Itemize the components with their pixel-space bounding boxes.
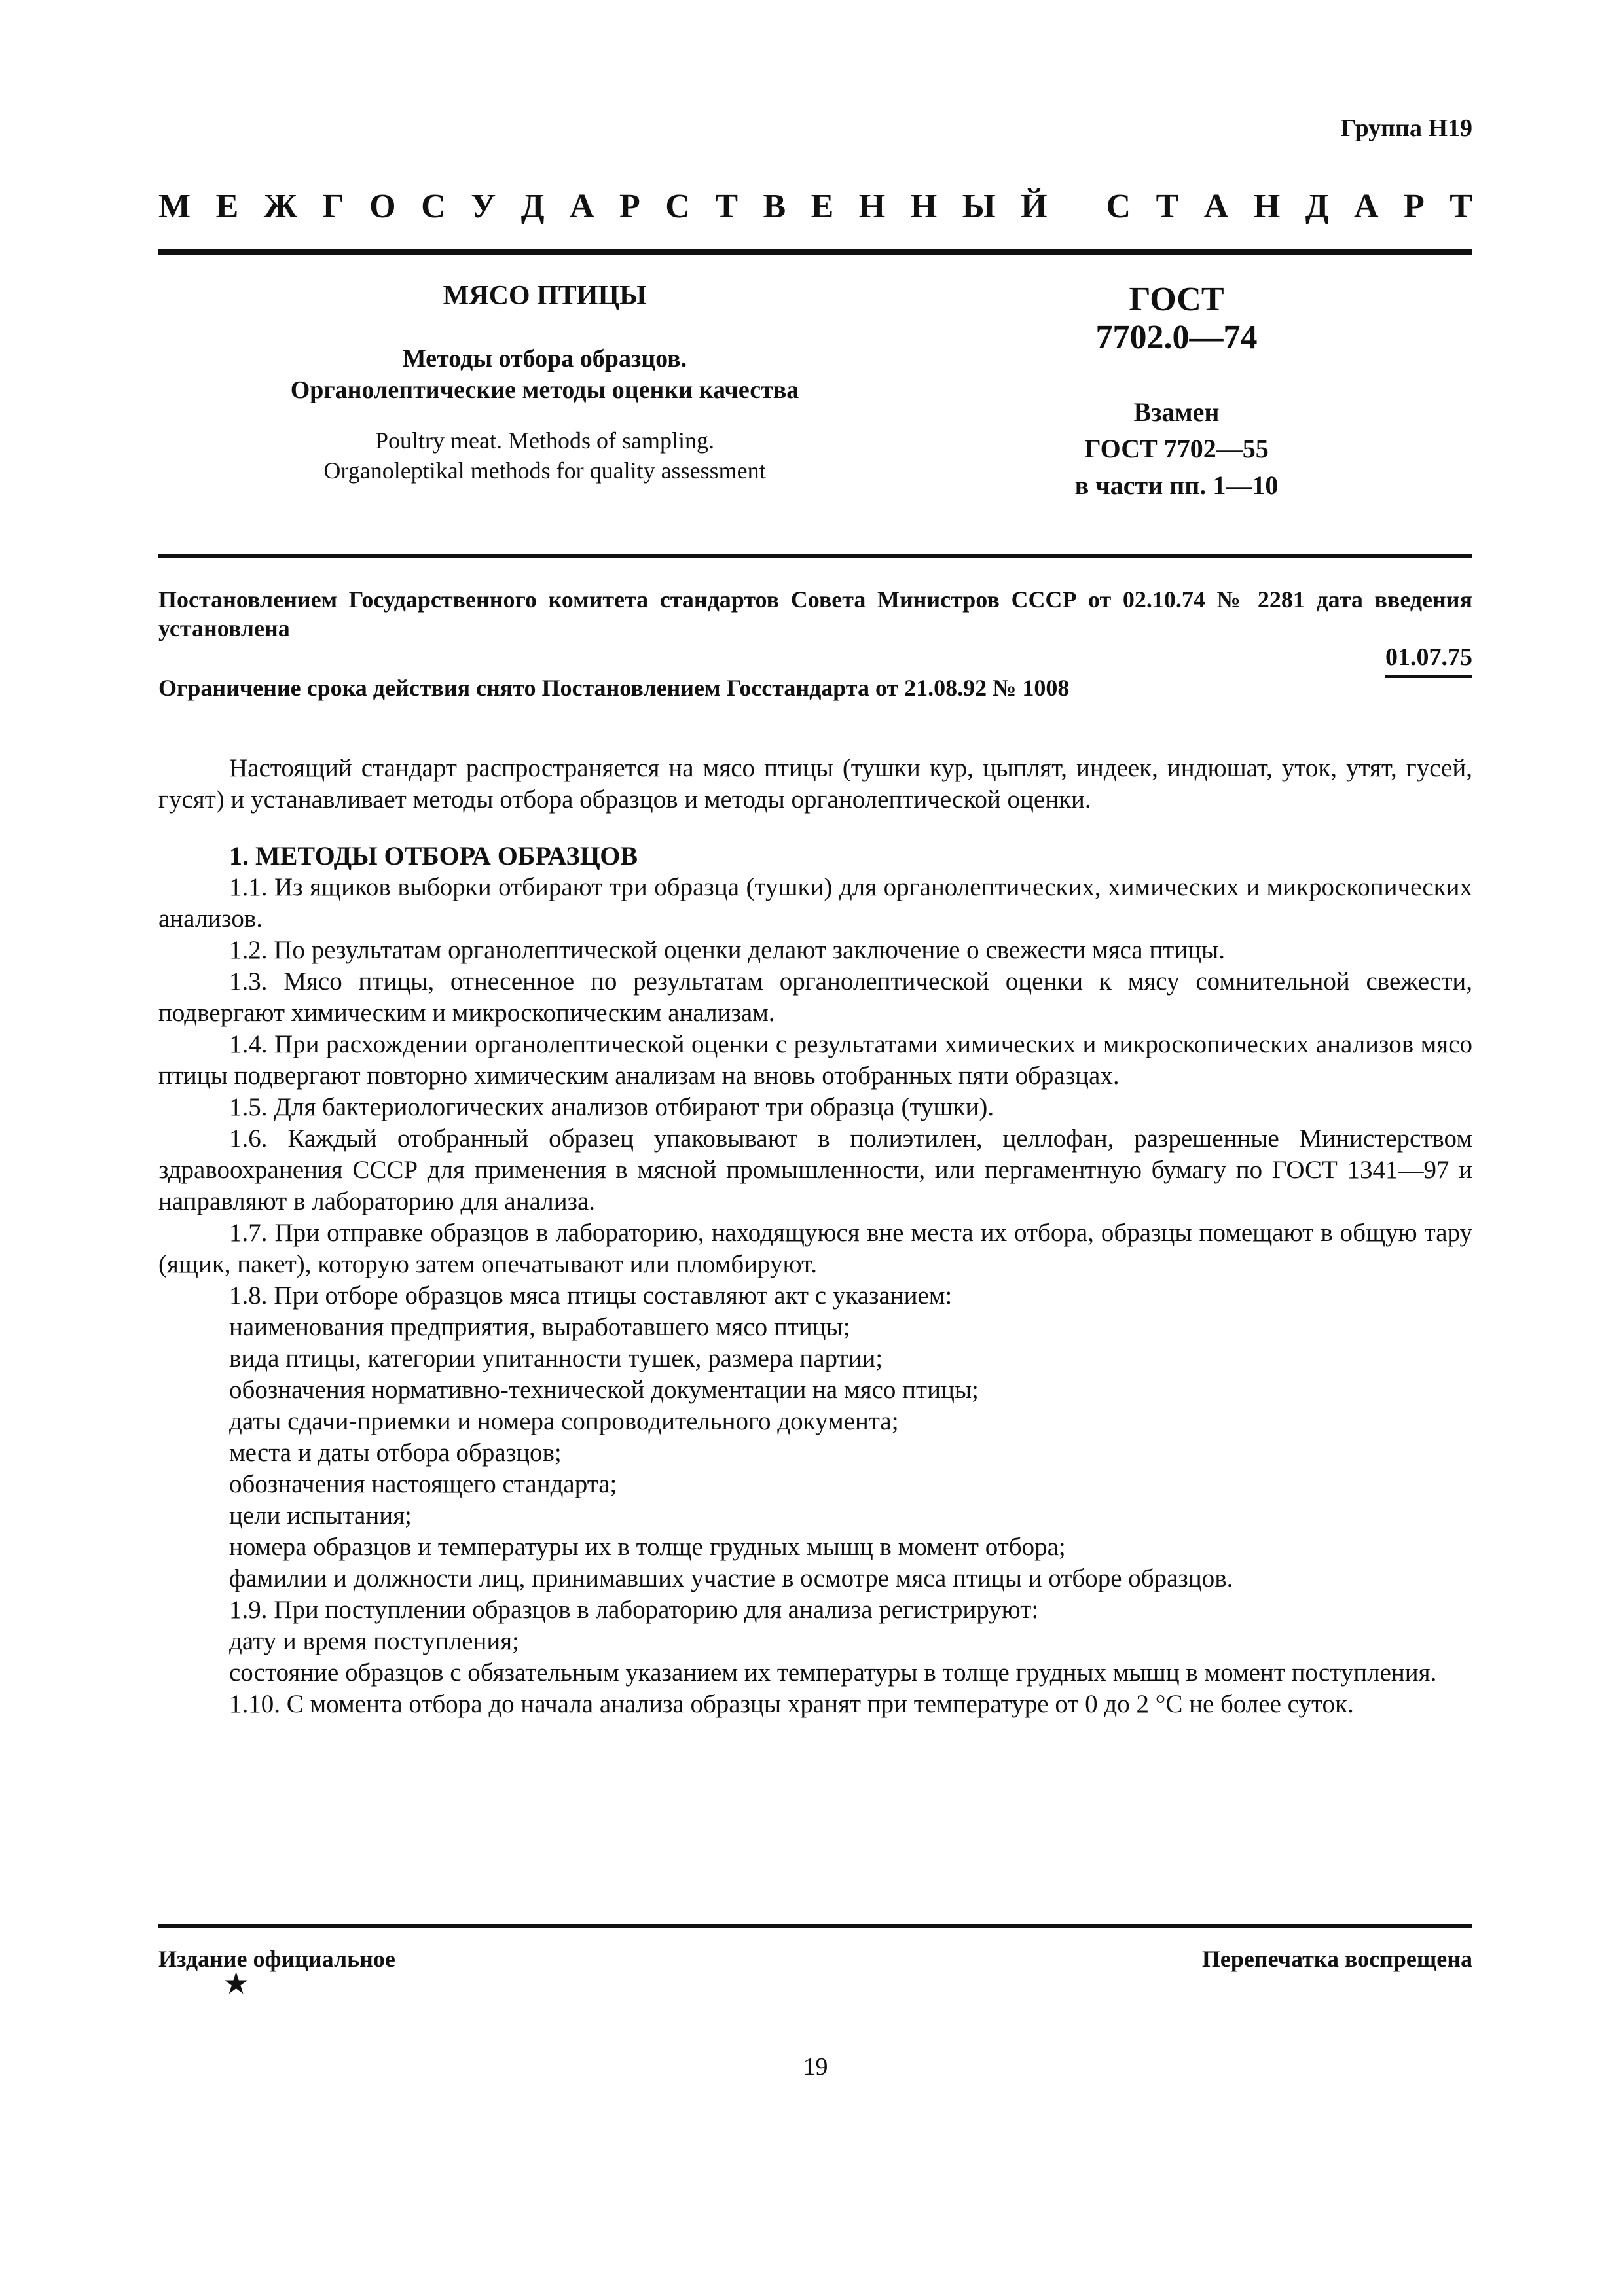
- banner-letter: В: [763, 188, 786, 225]
- official-edition-label: Издание официальное: [158, 1946, 395, 1972]
- subtitle-line: Методы отбора образцов.: [402, 345, 687, 372]
- clause-1-1: 1.1. Из ящиков выборки отбирают три образца (тушки) для органолептических, химических и микроскопических анализов.: [158, 873, 1472, 933]
- banner-letter: С: [421, 188, 446, 225]
- decree-text: Постановлением Государственного комитета стандартов Совета Министров СССР от 02.10.74 № 2281 дата введения установлена: [158, 586, 1472, 641]
- banner-letter: Р: [619, 188, 640, 225]
- banner-letter: А: [570, 188, 594, 225]
- list-item: обозначения настоящего стандарта;: [229, 1470, 617, 1498]
- banner-letter: Ж: [263, 188, 298, 225]
- document-title: МЯСО ПТИЦЫ: [443, 281, 647, 311]
- section-heading: 1. МЕТОДЫ ОТБОРА ОБРАЗЦОВ: [229, 841, 638, 870]
- banner-letter: А: [1203, 188, 1229, 225]
- gost-number: 7702.0—74: [1095, 319, 1258, 356]
- validity-limit-note: Ограничение срока действия снято Постановлением Госстандарта от 21.08.92 № 1008: [158, 675, 1070, 701]
- english-title-line: Poultry meat. Methods of sampling.: [375, 427, 714, 454]
- replaces-line: в части пп. 1—10: [1074, 471, 1279, 500]
- banner-letter: У: [471, 188, 496, 225]
- banner-letter: Н: [858, 188, 886, 225]
- banner-letter: Й: [1021, 188, 1048, 225]
- english-title: [158, 425, 931, 486]
- subtitle-line: Органолептические методы оценки качества: [290, 376, 799, 404]
- banner-letter: Т: [1450, 188, 1472, 225]
- classification-group: Группа Н19: [1340, 115, 1472, 142]
- intro-paragraph: Настоящий стандарт распространяется на мясо птицы (тушки кур, цыплят, индеек, индюшат, уток, утят, гусей, гусят) и устанавливает методы отбора образцов и методы органолептической оценки.: [158, 754, 1472, 814]
- interstate-standard-banner: [158, 187, 1472, 226]
- replaces-line: Взамен: [1133, 397, 1220, 427]
- list-item: номера образцов и температуры их в толще грудных мышц в момент отбора;: [229, 1533, 1066, 1561]
- banner-letter: Е: [811, 188, 834, 225]
- clause-1-7: 1.7. При отправке образцов в лабораторию, находящуюся вне места их отбора, образцы помещают в общую тару (ящик, пакет), которую затем опечатывают или пломбируют.: [158, 1219, 1472, 1278]
- header-divider: [158, 249, 1472, 255]
- list-item: фамилии и должности лиц, принимавших участие в осмотре мяса птицы и отборе образцов.: [229, 1564, 1233, 1592]
- effective-date: 01.07.75: [1385, 643, 1472, 678]
- replaces-line: ГОСТ 7702—55: [1084, 434, 1269, 463]
- star-icon: ★: [223, 1967, 250, 2000]
- clause-1-3: 1.3. Мясо птицы, отнесенное по результатам органолептической оценки к мясу сомнительной свежести, подвергают химическим и микроскопическим анализам.: [158, 967, 1472, 1027]
- clause-1-2: 1.2. По результатам органолептической оценки делают заключение о свежести мяса птицы.: [229, 936, 1225, 964]
- banner-letter: Р: [1403, 188, 1425, 225]
- document-body: [158, 753, 1472, 1720]
- clause-1-10: 1.10. С момента отбора до начала анализа образцы хранят при температуре от 0 до 2 °С не более суток.: [229, 1690, 1354, 1718]
- clause-1-4: 1.4. При расхождении органолептической оценки с результатами химических и микроскопических анализов мясо птицы подвергают повторно химическим анализам на вновь отобранных пяти образцах.: [158, 1030, 1472, 1090]
- gost-label: ГОСТ: [1129, 281, 1224, 318]
- banner-letter: Ы: [962, 188, 996, 225]
- list-item: вида птицы, категории упитанности тушек, размера партии;: [229, 1344, 883, 1372]
- clause-1-9: 1.9. При поступлении образцов в лабораторию для анализа регистрируют:: [229, 1596, 1039, 1624]
- banner-gap: [1072, 187, 1081, 226]
- document-subtitle: [158, 343, 931, 406]
- document-page: [158, 0, 1472, 2296]
- list-item: дату и время поступления;: [229, 1627, 519, 1655]
- title-block: [158, 275, 931, 486]
- list-item: обозначения нормативно-технической документации на мясо птицы;: [229, 1376, 979, 1404]
- banner-letter: А: [1353, 188, 1379, 225]
- banner-letter: М: [158, 188, 191, 225]
- banner-letter: О: [369, 188, 396, 225]
- clause-1-8: 1.8. При отборе образцов мяса птицы составляют акт с указанием:: [229, 1282, 953, 1310]
- banner-letter: Н: [1253, 188, 1281, 225]
- footer-divider: [158, 1924, 1472, 1928]
- banner-letter: Д: [1305, 188, 1329, 225]
- banner-letter: Н: [910, 188, 938, 225]
- english-title-line: Organoleptikal methods for quality assessment: [323, 457, 766, 484]
- gost-designation: [1023, 281, 1330, 504]
- banner-letter: Е: [215, 188, 239, 225]
- banner-letter: Т: [1156, 188, 1179, 225]
- clause-1-6: 1.6. Каждый отобранный образец упаковывают в полиэтилен, целлофан, разрешенные Министерством здравоохранения СССР для применения в мясной промышленности, или пергаментную бумагу по ГОСТ 1341—97 и направляют в лабораторию для анализа.: [158, 1124, 1472, 1215]
- list-item: цели испытания;: [229, 1501, 412, 1530]
- page-number: 19: [803, 2053, 828, 2081]
- banner-letter: Д: [520, 188, 545, 225]
- list-item: места и даты отбора образцов;: [229, 1439, 562, 1467]
- reprint-prohibited-label: Перепечатка воспрещена: [1201, 1946, 1472, 1972]
- banner-letter: Г: [322, 188, 344, 225]
- banner-letter: Т: [715, 188, 738, 225]
- banner-letter: С: [665, 188, 690, 225]
- list-item: состояние образцов с обязательным указанием их температуры в толще грудных мышц в момент поступления.: [229, 1659, 1437, 1687]
- title-divider: [158, 554, 1472, 558]
- list-item: наименования предприятия, выработавшего мясо птицы;: [229, 1313, 850, 1341]
- replaces-note: [1023, 394, 1330, 504]
- list-item: даты сдачи-приемки и номера сопроводительного документа;: [229, 1407, 899, 1435]
- clause-1-5: 1.5. Для бактериологических анализов отбирают три образца (тушки).: [229, 1093, 994, 1121]
- banner-letter: С: [1106, 188, 1131, 225]
